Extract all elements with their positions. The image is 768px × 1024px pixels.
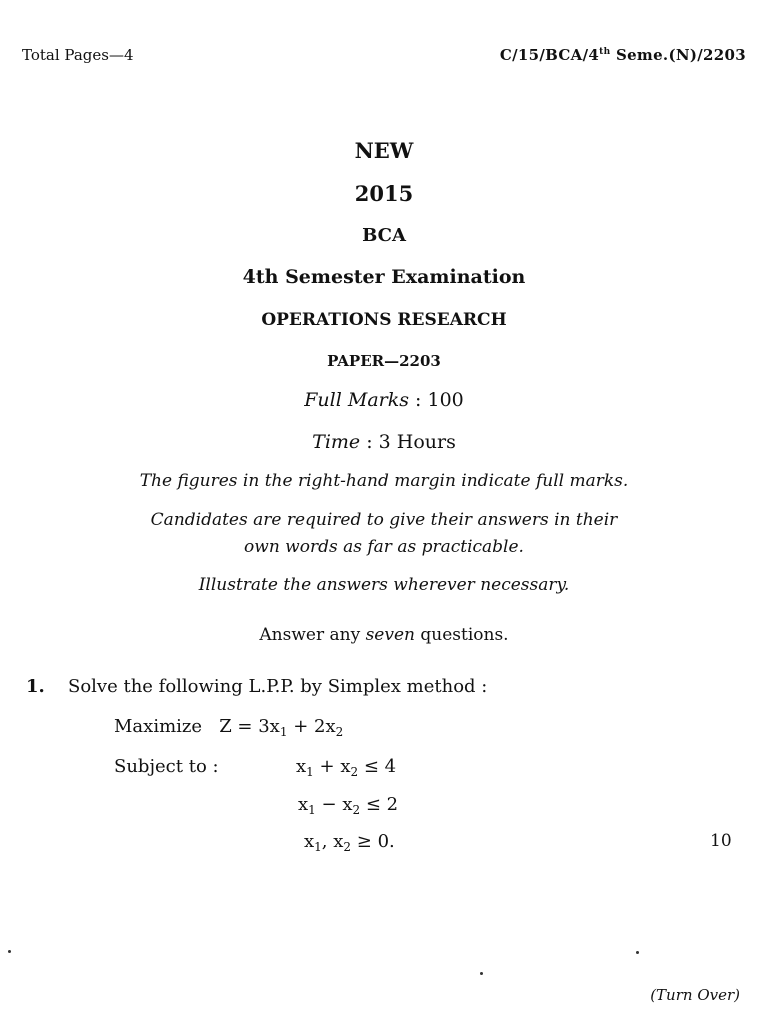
subject-to-label: Subject to : <box>114 756 219 777</box>
constraint-1: $x_1 + x_2 \le 4$ <box>296 756 397 779</box>
new-label: NEW <box>354 138 414 163</box>
question-marks: 10 <box>710 831 732 851</box>
subject-title: OPERATIONS RESEARCH <box>261 310 507 330</box>
question-number: 1. <box>26 676 45 697</box>
instruction-illustrate: Illustrate the answers wherever necessary. <box>198 575 570 595</box>
scan-speck <box>636 951 639 954</box>
turn-over-note: (Turn Over) <box>650 986 740 1004</box>
question-text: Solve the following L.P.P. by Simplex method : <box>68 676 488 697</box>
objective-function: Maximize $Z = 3x_1 + 2x_2$ <box>114 716 344 739</box>
paper-number: PAPER—2203 <box>327 352 441 370</box>
paper-code: C/15/BCA/4th Seme.(N)/2203 <box>499 46 746 64</box>
instruction-candidates-line2: own words as far as practicable. <box>244 537 524 557</box>
scan-speck <box>480 972 483 975</box>
instruction-candidates-line1: Candidates are required to give their answers in their <box>150 510 618 530</box>
full-marks: Full Marks : 100 <box>304 389 464 411</box>
course-name: BCA <box>362 225 406 246</box>
instruction-answer: Answer any seven questions. <box>259 625 509 645</box>
instruction-figures: The figures in the right-hand margin indicate full marks. <box>139 471 629 491</box>
question-1 <box>26 676 487 697</box>
constraint-nonnegativity: $x_1$, $x_2 \ge 0$. <box>304 831 395 854</box>
time-allowed: Time : 3 Hours <box>312 431 456 453</box>
exam-title: 4th Semester Examination <box>242 266 526 288</box>
total-pages: Total Pages—4 <box>22 46 134 64</box>
scan-speck <box>8 950 11 953</box>
constraint-2: $x_1 - x_2 \le 2$ <box>298 794 399 817</box>
exam-year: 2015 <box>354 181 414 206</box>
